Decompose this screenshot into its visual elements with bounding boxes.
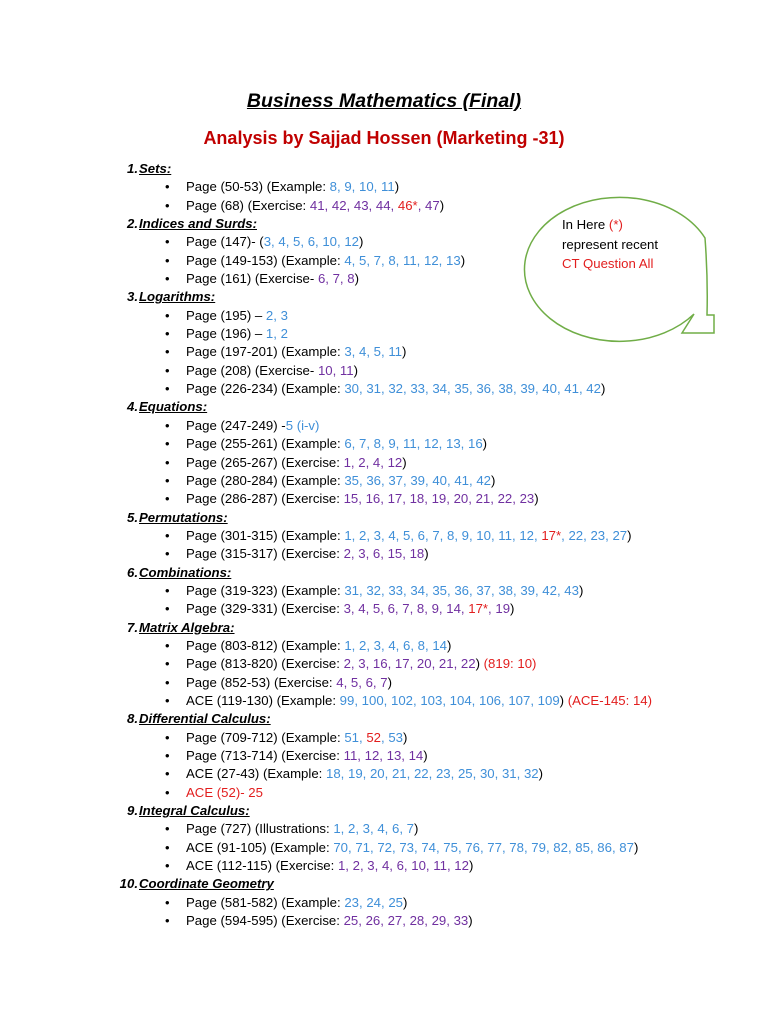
list-item — [110, 839, 750, 857]
list-item-text — [186, 252, 465, 270]
list-item — [110, 454, 750, 472]
section-heading — [110, 160, 750, 178]
bullet-icon: • — [165, 362, 170, 378]
list-item-text — [186, 325, 288, 343]
section-name: Combinations: — [139, 564, 232, 580]
section-number: 10. — [119, 876, 138, 892]
text-run-black: Page (197-201) (Example: — [186, 344, 345, 360]
list-item — [110, 637, 750, 655]
text-run-purple: 3, 4, 5, 6, 7, 8, 9, 14, — [343, 601, 469, 617]
text-run-black: ) — [353, 362, 359, 378]
text-run-blue: 18, 19, 20, 21, 22, 23, 25, 30, 31, 32 — [325, 766, 539, 782]
bullet-icon: • — [165, 784, 170, 800]
text-run-black: Page (280-284) (Example: — [186, 472, 345, 488]
list-item — [110, 857, 750, 875]
text-run-red: ACE (52)- 25 — [186, 784, 263, 800]
text-run-red: 17* — [468, 601, 489, 617]
list-item — [110, 912, 750, 930]
text-run-black: ACE (119-130) (Example: — [186, 692, 340, 708]
bullet-icon: • — [165, 748, 170, 763]
text-run-blue: 2, 3 — [265, 307, 288, 323]
text-run-black: ) — [468, 913, 473, 929]
text-run-black: Page (226-234) (Example: — [186, 381, 345, 397]
section-number: 1. — [127, 161, 138, 176]
text-run-blue: 1, 2, 3, 4, 6, 8, 14 — [344, 637, 447, 653]
text-run-black: ) — [627, 527, 632, 543]
list-item — [110, 582, 750, 600]
text-run-black: ) — [510, 601, 515, 617]
text-run-purple: 41, 42, 43, 44, — [309, 197, 398, 213]
section-name: Indices and Surds: — [139, 216, 257, 232]
text-run-black: ) — [534, 491, 539, 507]
text-run-black: Page (208) (Exercise- — [186, 362, 318, 378]
text-run-black: Page (813-820) (Exercise: — [186, 656, 344, 672]
list-item — [110, 784, 750, 802]
section-number: 9. — [127, 803, 138, 819]
list-item-text — [186, 912, 473, 930]
text-run-purple: , 19 — [488, 601, 511, 617]
page-subtitle: Analysis by Sajjad Hossen (Marketing -31) — [203, 128, 565, 148]
text-run-black: Page (255-261) (Example: — [186, 436, 345, 452]
text-run-black: Page (50-53) (Example: — [186, 179, 330, 195]
text-run-black: Page (727) (Illustrations: — [186, 821, 334, 837]
bullet-icon: • — [165, 601, 170, 617]
text-run-black: Page (319-323) (Example: — [186, 582, 345, 598]
section-name: Sets: — [139, 161, 172, 176]
text-run-blue: 51, — [344, 729, 367, 745]
list-item — [110, 747, 750, 765]
text-run-black: Page (195) – — [186, 307, 266, 323]
bullet-icon: • — [165, 436, 170, 452]
list-item-text — [186, 820, 418, 838]
list-item — [110, 435, 750, 453]
text-run-black: represent recent — [562, 236, 659, 252]
bullet-icon: • — [165, 197, 170, 213]
list-item-text — [186, 233, 363, 251]
list-item-text — [186, 380, 605, 398]
text-run-blue: , 53 — [381, 729, 404, 745]
list-item-text — [186, 178, 399, 196]
bullet-icon: • — [165, 491, 170, 507]
text-run-black: ) — [403, 729, 408, 745]
text-run-blue: 8, 9, 10, 11 — [329, 179, 395, 195]
bullet-icon: • — [165, 821, 170, 837]
text-run-black: ) — [491, 472, 496, 488]
bullet-icon: • — [165, 252, 170, 268]
bullet-icon: • — [165, 858, 170, 874]
bullet-icon: • — [165, 271, 170, 287]
text-run-black: ) — [423, 748, 428, 763]
bullet-icon: • — [165, 326, 170, 342]
callout-line — [562, 254, 658, 274]
text-run-purple: 6, 7, 8 — [317, 271, 355, 287]
text-run-blue: 70, 71, 72, 73, 74, 75, 76, 77, 78, 79, 82, 85, 86, 87 — [333, 839, 634, 855]
section-number: 4. — [127, 399, 138, 415]
list-item — [110, 527, 750, 545]
section-heading — [110, 619, 750, 637]
text-run-black: Page (301-315) (Example: — [186, 527, 345, 543]
text-run-black: Page (803-812) (Example: — [186, 637, 345, 653]
text-run-black: ) — [403, 894, 408, 910]
bullet-icon: • — [165, 656, 170, 672]
text-run-red: (819: 10) — [483, 656, 537, 672]
text-run-purple: 15, 16, 17, 18, 19, 20, 21, 22, 23 — [343, 491, 535, 507]
text-run-black: ) — [414, 821, 419, 837]
text-run-blue: 6, 7, 8, 9, 11, 12, 13, 16 — [344, 436, 483, 452]
list-item-text — [186, 417, 319, 435]
section-name: Coordinate Geometry — [139, 876, 274, 892]
bullet-icon: • — [165, 381, 170, 397]
text-run-blue: 23, 24, 25 — [344, 894, 404, 910]
bullet-icon: • — [165, 913, 170, 929]
bullet-icon: • — [165, 729, 170, 745]
text-run-black: ) — [475, 656, 484, 672]
list-item — [110, 674, 750, 692]
list-item-text — [186, 307, 288, 325]
section-name: Equations: — [139, 399, 208, 415]
text-run-black: Page (147)- ( — [186, 234, 264, 250]
section-name: Differential Calculus: — [139, 711, 271, 727]
text-run-purple: 11, 12, 13, 14 — [343, 748, 424, 763]
list-item — [110, 655, 750, 673]
list-item — [110, 600, 750, 618]
list-item-text — [186, 747, 428, 765]
list-item-text — [186, 674, 392, 692]
list-item-text — [186, 197, 444, 215]
bullet-icon: • — [165, 234, 170, 250]
text-run-black: ) — [439, 197, 445, 213]
text-run-black: Page (247-249) - — [186, 417, 286, 433]
list-item — [110, 472, 750, 490]
text-run-purple: 1, 2, 3, 4, 6, 10, 11, 12 — [337, 858, 469, 874]
text-run-black: ) — [402, 454, 407, 470]
text-run-black: ) — [578, 582, 584, 598]
list-item-text — [186, 857, 473, 875]
list-item — [110, 894, 750, 912]
list-item-text — [186, 270, 359, 288]
list-item-text — [186, 527, 632, 545]
text-run-black: ) — [447, 637, 452, 653]
section-heading — [110, 509, 750, 527]
text-run-purple: 2, 3, 16, 17, 20, 21, 22 — [343, 656, 476, 672]
bullet-icon: • — [165, 472, 170, 488]
text-run-purple: 1, 2, 4, 12 — [343, 454, 403, 470]
text-run-black: ) — [354, 271, 360, 287]
text-run-black: Page (149-153) (Example: — [186, 252, 345, 268]
bullet-icon: • — [165, 894, 170, 910]
list-item-text — [186, 784, 263, 802]
section-number: 8. — [127, 711, 138, 727]
section-number: 3. — [127, 289, 138, 305]
list-item-text — [186, 343, 406, 361]
text-run-black: Page (286-287) (Exercise: — [186, 491, 344, 507]
bullet-icon: • — [165, 179, 170, 195]
text-run-black: Page (713-714) (Exercise: — [186, 748, 344, 763]
section-name: Matrix Algebra: — [139, 619, 235, 635]
list-item-text — [186, 362, 358, 380]
bullet-icon: • — [165, 692, 170, 708]
list-item-text — [186, 655, 536, 673]
text-run-blue: 35, 36, 37, 39, 40, 41, 42 — [344, 472, 491, 488]
section-number: 6. — [127, 564, 138, 580]
text-run-red: 52 — [366, 729, 382, 745]
bullet-icon: • — [165, 307, 170, 323]
list-item-text — [186, 894, 407, 912]
text-run-black: ) — [359, 234, 364, 250]
list-item — [110, 729, 750, 747]
section-number: 5. — [127, 509, 138, 525]
text-run-blue: 30, 31, 32, 33, 34, 35, 36, 38, 39, 40, 41, 42 — [344, 381, 601, 397]
text-run-black: ) — [468, 858, 474, 874]
text-run-black: Page (709-712) (Example: — [186, 729, 345, 745]
text-run-blue: 4, 5, 7, 8, 11, 12, 13 — [344, 252, 461, 268]
bullet-icon: • — [165, 417, 170, 433]
bullet-icon: • — [165, 454, 170, 470]
text-run-black: Page (315-317) (Exercise: — [186, 546, 344, 562]
list-item-text — [186, 454, 407, 472]
text-run-blue: 31, 32, 33, 34, 35, 36, 37, 38, 39, 42, 43 — [344, 582, 579, 598]
text-run-black: Page (265-267) (Exercise: — [186, 454, 344, 470]
text-run-black: ) — [460, 252, 466, 268]
text-run-purple: 10, 11 — [317, 362, 354, 378]
callout-line — [562, 215, 658, 235]
bullet-icon: • — [165, 527, 170, 543]
text-run-black: ) — [424, 546, 429, 562]
bullet-icon: • — [165, 344, 170, 360]
list-item — [110, 417, 750, 435]
list-item — [110, 380, 750, 398]
text-run-black: Page (68) (Exercise: — [186, 197, 310, 213]
list-item-text — [186, 490, 539, 508]
section-heading — [110, 710, 750, 728]
text-run-black: ) — [600, 381, 606, 397]
list-item-text — [186, 839, 638, 857]
bullet-icon: • — [165, 766, 170, 782]
list-item — [110, 820, 750, 838]
callout-line — [562, 235, 658, 255]
list-item — [110, 545, 750, 563]
list-item-text — [186, 692, 652, 710]
list-item — [110, 765, 750, 783]
bullet-icon: • — [165, 582, 170, 598]
section-heading — [110, 564, 750, 582]
section-name: Permutations: — [139, 509, 228, 525]
text-run-black: Page (329-331) (Exercise: — [186, 601, 344, 617]
text-run-black: Page (581-582) (Example: — [186, 894, 345, 910]
text-run-black: Page (594-595) (Exercise: — [186, 913, 344, 929]
text-run-black: ) — [482, 436, 488, 452]
text-run-purple: 4, 5, 6, 7 — [336, 674, 388, 690]
text-run-black: ACE (91-105) (Example: — [186, 839, 334, 855]
bullet-icon: • — [165, 674, 170, 690]
text-run-black: ACE (27-43) (Example: — [186, 766, 326, 782]
section-heading — [110, 398, 750, 416]
text-run-purple: 2, 3, 6, 15, 18 — [343, 546, 425, 562]
text-run-black: ) — [538, 766, 544, 782]
text-run-purple: , 47 — [417, 197, 440, 213]
text-run-black: ACE (112-115) (Exercise: — [186, 858, 338, 874]
text-run-black: ) — [559, 692, 568, 708]
callout-text — [562, 215, 658, 274]
text-run-black: Page (161) (Exercise- — [186, 271, 318, 287]
text-run-red: (*) — [608, 217, 623, 232]
text-run-black: ) — [387, 674, 392, 690]
page-title: Business Mathematics (Final) — [246, 90, 522, 112]
section-heading — [110, 802, 750, 820]
text-run-black: ) — [402, 344, 407, 360]
text-run-black: ) — [394, 179, 400, 195]
list-item — [110, 362, 750, 380]
text-run-blue: , 22, 23, 27 — [561, 527, 628, 543]
text-run-black: In Here — [562, 217, 609, 232]
text-run-blue: 3, 4, 5, 6, 10, 12 — [263, 234, 360, 250]
list-item-text — [186, 545, 429, 563]
list-item-text — [186, 582, 583, 600]
list-item-text — [186, 472, 495, 490]
list-item — [110, 343, 750, 361]
text-run-blue: 5 (i-v) — [285, 417, 320, 433]
section-number: 7. — [127, 619, 138, 635]
text-run-black: Page (852-53) (Exercise: — [186, 674, 337, 690]
text-run-blue: 1, 2, 3, 4, 6, 7 — [333, 821, 414, 837]
bullet-icon: • — [165, 839, 170, 855]
text-run-red: CT Question All — [562, 256, 654, 271]
text-run-blue: 1, 2, 3, 4, 5, 6, 7, 8, 9, 10, 11, 12, — [344, 527, 542, 543]
list-item — [110, 490, 750, 508]
list-item-text — [186, 600, 514, 618]
text-run-red: (ACE-145: 14) — [567, 692, 653, 708]
list-item-text — [186, 435, 487, 453]
text-run-red: 17* — [541, 527, 562, 543]
list-item — [110, 692, 750, 710]
bullet-icon: • — [165, 546, 170, 562]
list-item-text — [186, 637, 451, 655]
list-item-text — [186, 765, 543, 783]
text-run-blue: 99, 100, 102, 103, 104, 106, 107, 109 — [339, 692, 560, 708]
text-run-black: ) — [633, 839, 639, 855]
text-run-blue: 1, 2 — [265, 326, 288, 342]
section-number: 2. — [127, 216, 138, 232]
section-name: Integral Calculus: — [139, 803, 250, 819]
text-run-red: 46* — [397, 197, 418, 213]
section-heading — [110, 875, 750, 893]
text-run-purple: 25, 26, 27, 28, 29, 33 — [343, 913, 469, 929]
text-run-black: Page (196) – — [186, 326, 266, 342]
text-run-blue: 3, 4, 5, 11 — [344, 344, 403, 360]
list-item-text — [186, 729, 407, 747]
bullet-icon: • — [165, 637, 170, 653]
section-name: Logarithms: — [139, 289, 216, 305]
